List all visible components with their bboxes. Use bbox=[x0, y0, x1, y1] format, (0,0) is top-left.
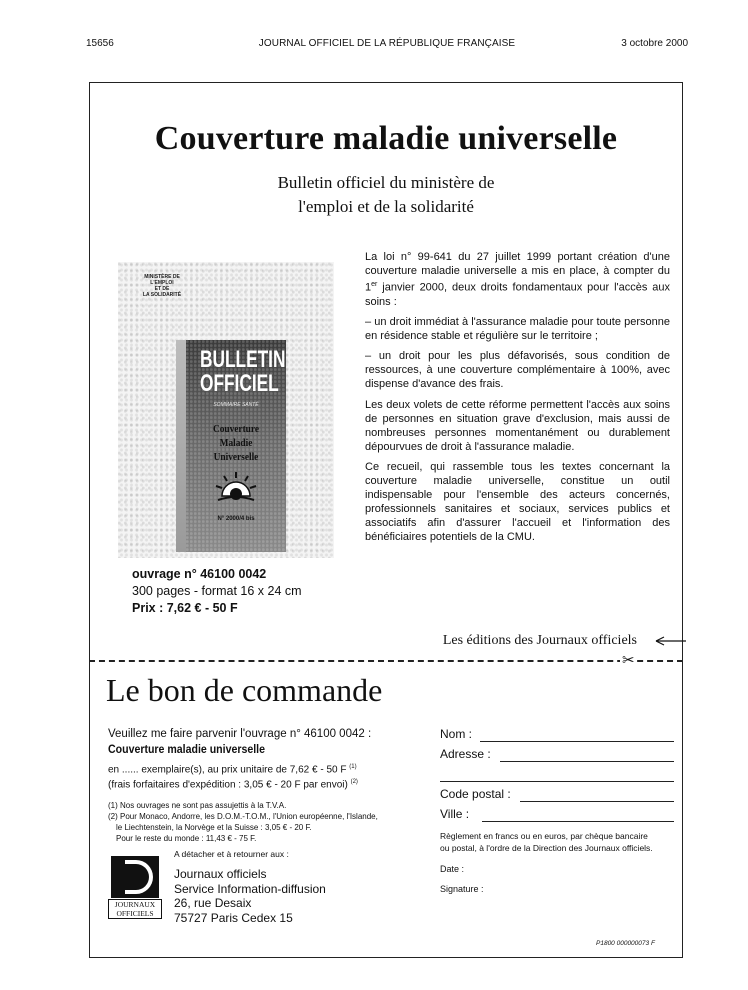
cover-ministry-line: LA SOLIDARITÉ bbox=[142, 292, 182, 298]
book-reference bbox=[132, 566, 302, 617]
logo-mark-icon bbox=[111, 856, 159, 898]
note-line: Pour le reste du monde : 11,43 € - 75 F. bbox=[116, 833, 257, 843]
qty-superscript: (1) bbox=[349, 764, 357, 770]
order-notes bbox=[108, 800, 428, 844]
editions-signature: Les éditions des Journaux officiels bbox=[442, 633, 637, 648]
payment-line: Règlement en francs ou en euros, par chèque bancaire bbox=[440, 831, 648, 841]
reference-code: P1800 000000073 F bbox=[596, 940, 655, 947]
address-line: 75727 Paris Cedex 15 bbox=[174, 910, 293, 925]
logo-label-line: JOURNAUX bbox=[114, 900, 156, 909]
city-field[interactable] bbox=[440, 807, 674, 827]
description-paragraph: – un droit pour les plus défavorisés, sous condition de ressources, à une couverture complémentaire à 100%, avec dispense d'avance des frais. bbox=[365, 350, 670, 391]
payment-line: ou postal, à l'ordre de la Direction des Journaux officiels. bbox=[440, 843, 653, 853]
cut-line bbox=[89, 660, 683, 662]
book-price: Prix : 7,62 € - 50 F bbox=[132, 601, 238, 615]
ad-subtitle bbox=[89, 171, 683, 219]
scissors-icon: ✂ bbox=[622, 652, 635, 669]
order-intro: Veuillez me faire parvenir l'ouvrage n° 46100 0042 : bbox=[108, 728, 372, 740]
address-line: Journaux officiels bbox=[174, 867, 267, 881]
cover-ministry-line: MINISTÈRE DE L'EMPLOI bbox=[144, 274, 180, 286]
postal-code-field[interactable] bbox=[440, 787, 674, 807]
note-line: (1) Nos ouvrages ne sont pas assujettis à la T.V.A. bbox=[108, 800, 287, 810]
postal-code-input-line[interactable] bbox=[520, 801, 674, 802]
name-input-line[interactable] bbox=[480, 741, 674, 742]
description-text bbox=[365, 250, 670, 550]
payment-instructions bbox=[440, 830, 680, 854]
cover-bulletin-title bbox=[200, 346, 286, 397]
book-cover-image bbox=[118, 262, 334, 558]
page-number: 15656 bbox=[86, 38, 114, 49]
name-field[interactable] bbox=[440, 727, 674, 747]
customer-fields bbox=[440, 727, 674, 827]
address-line: Service Information-diffusion bbox=[174, 881, 326, 896]
address-field[interactable] bbox=[440, 747, 674, 767]
description-paragraph: Ce recueil, qui rassemble tous les textes concernant la couverture maladie universelle, constitue un outil indispensable pour l'ensemble des acteurs concernés, professionnels sanitaires et sociaux, services publics et associatifs afin d'assurer l'accueil et l'information des bénéficiaires potentiels de la CMU. bbox=[365, 460, 670, 544]
logo-label bbox=[108, 899, 162, 919]
order-work-title: Couverture maladie universelle bbox=[108, 744, 266, 756]
order-form-title: Le bon de commande bbox=[106, 672, 383, 708]
cover-bulletin-line: BULLETIN bbox=[200, 346, 286, 373]
address-extra-line[interactable] bbox=[440, 767, 674, 787]
description-paragraph: – un droit immédiat à l'assurance maladie pour toute personne en résidence stable et régulière sur le territoire ; bbox=[365, 316, 670, 343]
book-format: 300 pages - format 16 x 24 cm bbox=[132, 584, 302, 598]
journaux-officiels-logo bbox=[108, 856, 162, 918]
cover-strip bbox=[176, 340, 186, 552]
description-paragraph: Les deux volets de cette réforme permettent l'accès aux soins de personnes en situation grave d'exclusion, mais aussi de nombreuses personnes momentanément ou durablement dépourvues de droit à l'assurance maladie. bbox=[365, 398, 670, 453]
city-label: Ville : bbox=[440, 807, 470, 821]
postal-code-label: Code postal : bbox=[440, 787, 511, 801]
qty-text: (frais forfaitaires d'expédition : 3,05 € - 20 F par envoi) bbox=[108, 779, 348, 791]
ad-title: Couverture maladie universelle bbox=[154, 120, 618, 157]
desc-superscript: er bbox=[371, 281, 378, 289]
address-line: 26, rue Desaix bbox=[174, 896, 252, 910]
address-label: Adresse : bbox=[440, 747, 491, 761]
cover-cmu-line: Universelle bbox=[213, 451, 259, 463]
address-input-line[interactable] bbox=[500, 761, 674, 762]
note-line: (2) Pour Monaco, Andorre, les D.O.M.-T.O.M., l'Union européenne, l'Islande, bbox=[108, 811, 378, 821]
city-input-line[interactable] bbox=[482, 821, 674, 822]
desc-text: La loi n° 99-641 du 27 juillet 1999 portant création d'une couverture maladie universelle a mis en place, à compter du 1 bbox=[365, 251, 670, 294]
description-paragraph bbox=[365, 250, 670, 309]
note-line: le Liechtenstein, la Norvège et la Suisse : 3,05 € - 20 F. bbox=[116, 822, 312, 832]
cover-subtitle: SOMMAIRE SANTÉ bbox=[213, 402, 259, 408]
name-label: Nom : bbox=[440, 727, 473, 741]
desc-text: janvier 2000, deux droits fondamentaux pour l'accès aux soins : bbox=[365, 281, 670, 308]
cover-ministry-line: ET DE bbox=[154, 286, 170, 292]
subtitle-line: l'emploi et de la solidarité bbox=[298, 197, 474, 216]
cover-number: N° 2000/4 bis bbox=[217, 516, 255, 522]
sun-logo-icon bbox=[214, 470, 258, 504]
cover-cmu-title bbox=[194, 422, 279, 464]
cover-ministry bbox=[132, 274, 192, 298]
qty-superscript: (2) bbox=[350, 779, 358, 786]
cover-bulletin-line: OFFICIEL bbox=[200, 370, 279, 397]
order-quantity bbox=[108, 761, 428, 792]
signature-field[interactable]: Signature : bbox=[440, 884, 484, 894]
qty-text: en ...... exemplaire(s), au prix unitaire de 7,62 € - 50 F bbox=[108, 764, 347, 776]
return-address bbox=[174, 867, 326, 925]
subtitle-line: Bulletin officiel du ministère de bbox=[277, 173, 495, 192]
date-field[interactable]: Date : bbox=[440, 864, 465, 874]
cover-cmu-line: Couverture bbox=[212, 423, 260, 435]
arrow-left-icon bbox=[652, 634, 686, 648]
detach-instruction: A détacher et à retourner aux : bbox=[174, 849, 289, 859]
journal-title: JOURNAL OFFICIEL DE LA RÉPUBLIQUE FRANÇAISE bbox=[258, 38, 516, 49]
book-ref-number: ouvrage n° 46100 0042 bbox=[132, 567, 267, 581]
cover-panel bbox=[186, 340, 286, 552]
cover-cmu-line: Maladie bbox=[219, 437, 253, 449]
logo-label-line: OFFICIELS bbox=[116, 909, 154, 918]
publication-date: 3 octobre 2000 bbox=[621, 38, 688, 49]
order-details bbox=[108, 727, 428, 844]
